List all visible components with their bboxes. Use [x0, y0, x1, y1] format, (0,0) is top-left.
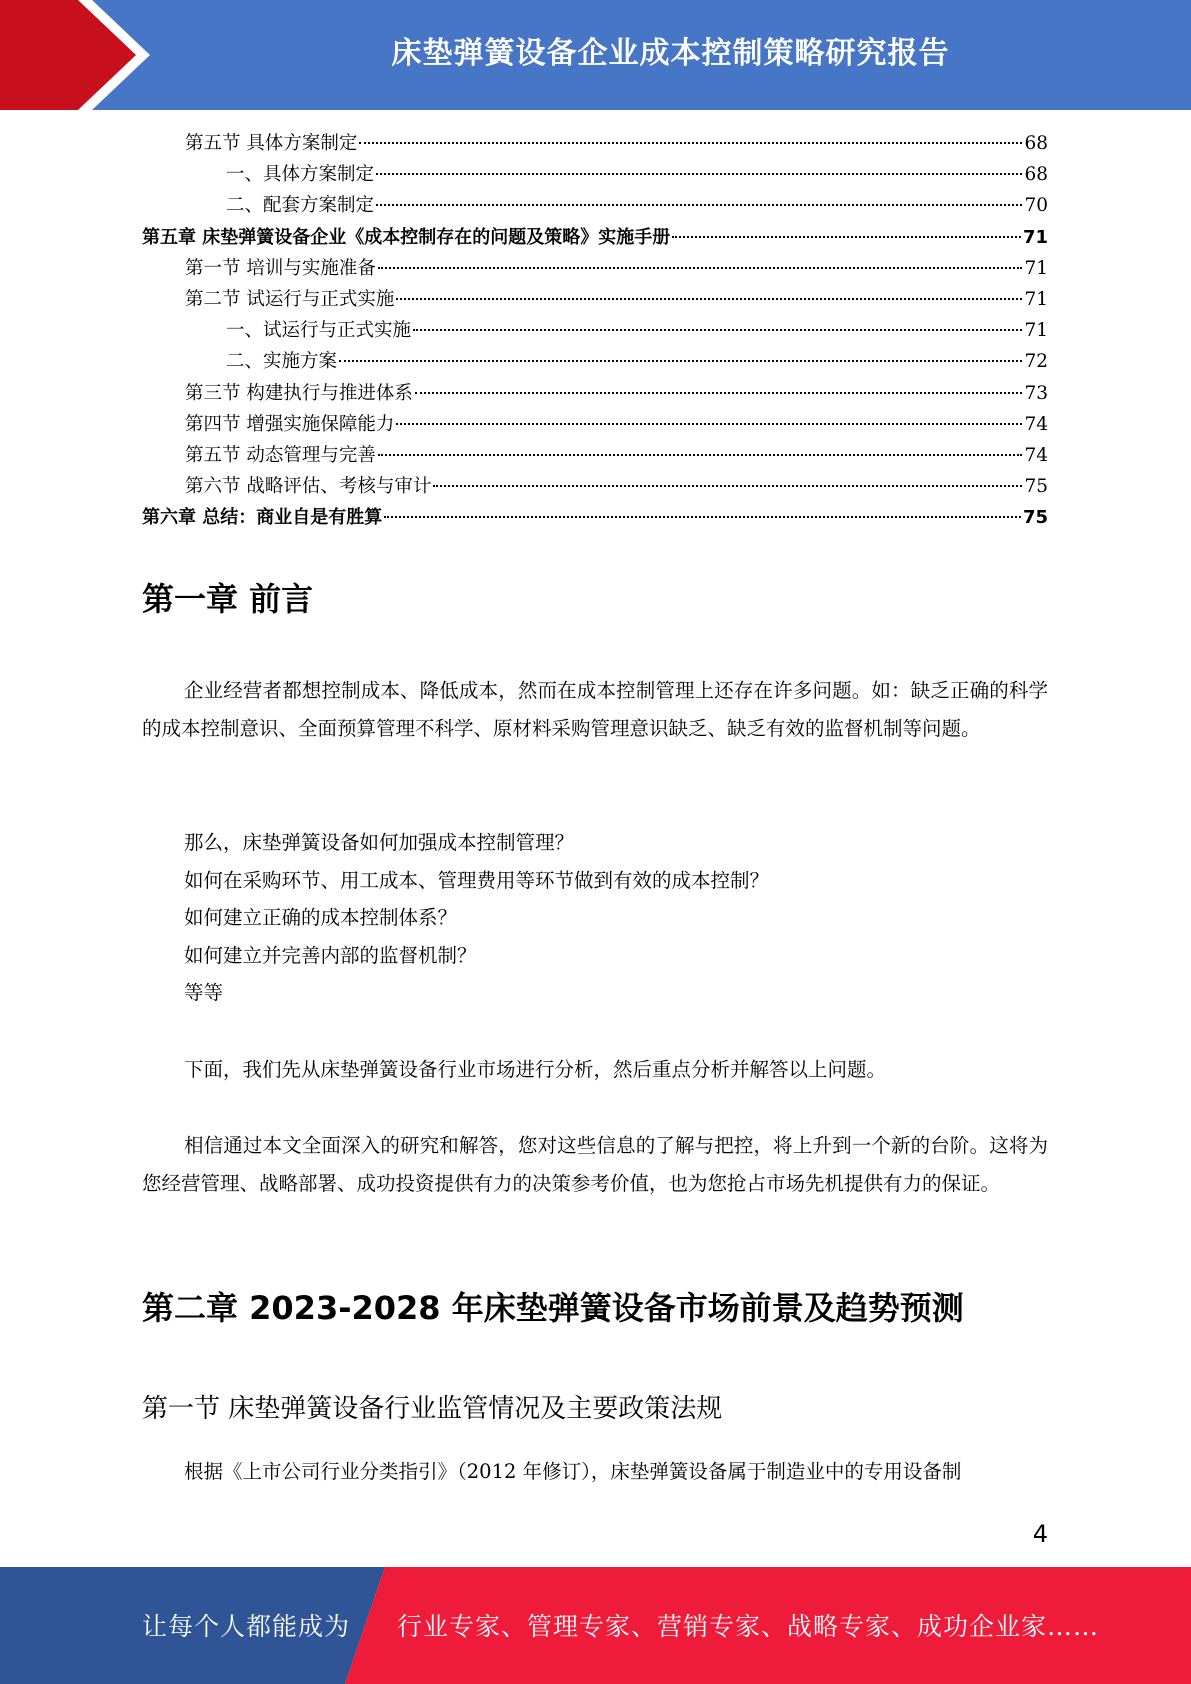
footer-slogan-left: 让每个人都能成为 [142, 1612, 351, 1641]
toc-entry-label: 二、实施方案 [226, 351, 338, 373]
section-1-title: 第一节 床垫弹簧设备行业监管情况及主要政策法规 [142, 1394, 723, 1424]
chapter-2-paragraph-1: 根据《上市公司行业分类指引》（2012 年修订），床垫弹簧设备属于制造业中的专用设备制 [184, 1460, 962, 1483]
toc-leader-dots [376, 204, 1022, 206]
toc-entry-page: 75 [1022, 507, 1048, 529]
toc-leader-dots [396, 423, 1022, 425]
toc-entry-label: 第五节 具体方案制定 [185, 133, 358, 154]
page-header [0, 0, 1191, 110]
toc-leader-dots [378, 454, 1023, 456]
toc-entry-page: 72 [1024, 351, 1048, 373]
toc-entry-page: 74 [1024, 444, 1048, 466]
question-item: 如何在采购环节、用工成本、管理费用等环节做到有效的成本控制？ [184, 868, 770, 892]
toc-entry[interactable] [142, 346, 1048, 377]
toc-entry-page: 71 [1024, 320, 1048, 342]
toc-entry-page: 71 [1022, 226, 1048, 248]
toc-leader-dots [384, 516, 1021, 518]
toc-leader-dots [672, 236, 1021, 238]
table-of-contents [142, 128, 1048, 533]
chapter-2-title: 第二章 2023-2028 年床垫弹簧设备市场前景及趋势预测 [142, 1289, 964, 1327]
toc-entry-label: 第五节 动态管理与完善 [185, 444, 376, 466]
toc-entry[interactable] [142, 284, 1048, 315]
toc-entry-label: 第六章 总结：商业自是有胜算 [142, 507, 383, 529]
toc-entry-page: 73 [1024, 382, 1048, 404]
toc-entry-page: 74 [1024, 413, 1048, 435]
toc-entry[interactable] [142, 378, 1048, 409]
toc-entry-label: 第二节 试运行与正式实施 [185, 288, 395, 310]
question-item: 那么，床垫弹簧设备如何加强成本控制管理？ [184, 831, 575, 854]
toc-entry-label: 第五章 床垫弹簧设备企业《成本控制存在的问题及策略》实施手册 [142, 226, 671, 248]
toc-leader-dots [376, 173, 1022, 175]
toc-entry-page: 71 [1024, 257, 1048, 279]
question-item: 如何建立并完善内部的监督机制？ [184, 943, 477, 967]
toc-entry[interactable] [142, 222, 1048, 253]
page-number: 4 [1032, 1520, 1048, 1548]
toc-entry-label: 第三节 构建执行与推进体系 [185, 382, 413, 404]
toc-entry[interactable] [142, 190, 1048, 221]
toc-entry-label: 第六节 战略评估、考核与审计 [185, 476, 432, 498]
footer-slogan-right: 行业专家、管理专家、营销专家、战略专家、成功企业家…… [397, 1612, 1100, 1641]
toc-entry-label: 二、配套方案制定 [226, 195, 375, 217]
chapter-1-paragraph-1: 企业经营者都想控制成本、降低成本，然而在成本控制管理上还存在许多问题。如：缺乏正确的科学的成本控制意识、全面预算管理不科学、原材料采购管理意识缺乏、缺乏有效的监督机制等问题。 [142, 679, 1048, 740]
toc-entry-page: 70 [1024, 195, 1048, 217]
toc-leader-dots [378, 267, 1023, 269]
toc-entry[interactable] [142, 315, 1048, 346]
toc-entry[interactable] [142, 409, 1048, 440]
page-footer [0, 1567, 1191, 1684]
toc-entry[interactable] [142, 502, 1048, 533]
toc-leader-dots [413, 329, 1022, 331]
report-title: 床垫弹簧设备企业成本控制策略研究报告 [391, 36, 950, 71]
toc-entry-label: 第四节 增强实施保障能力 [185, 413, 395, 435]
chapter-1-paragraph-3: 相信通过本文全面深入的研究和解答，您对这些信息的了解与把控，将上升到一个新的台阶。这将为您经营管理、战略部署、成功投资提供有力的决策参考价值，也为您抢占市场先机提供有力的保证。 [142, 1134, 1048, 1195]
question-item: 等等 [184, 981, 224, 1004]
toc-entry-label: 一、具体方案制定 [226, 164, 375, 186]
toc-entry-page: 75 [1024, 476, 1048, 498]
question-list [184, 824, 769, 1012]
question-item: 如何建立正确的成本控制体系？ [184, 906, 458, 929]
toc-entry-label: 第一节 培训与实施准备 [185, 257, 376, 279]
chapter-1-title: 第一章 前言 [142, 580, 314, 618]
toc-entry-label: 一、试运行与正式实施 [226, 320, 412, 342]
toc-leader-dots [396, 298, 1022, 300]
toc-entry[interactable] [142, 440, 1048, 471]
toc-leader-dots [415, 392, 1023, 394]
toc-entry-page: 68 [1024, 164, 1048, 186]
toc-entry[interactable] [142, 471, 1048, 502]
toc-leader-dots [339, 360, 1022, 362]
toc-entry-page: 68 [1024, 133, 1048, 154]
toc-entry[interactable] [142, 128, 1048, 159]
chapter-1-paragraph-2: 下面，我们先从床垫弹簧设备行业市场进行分析，然后重点分析并解答以上问题。 [184, 1058, 887, 1081]
toc-leader-dots [433, 485, 1022, 487]
toc-entry-page: 71 [1024, 288, 1048, 310]
toc-entry[interactable] [142, 253, 1048, 284]
toc-leader-dots [359, 142, 1022, 144]
toc-entry[interactable] [142, 159, 1048, 190]
